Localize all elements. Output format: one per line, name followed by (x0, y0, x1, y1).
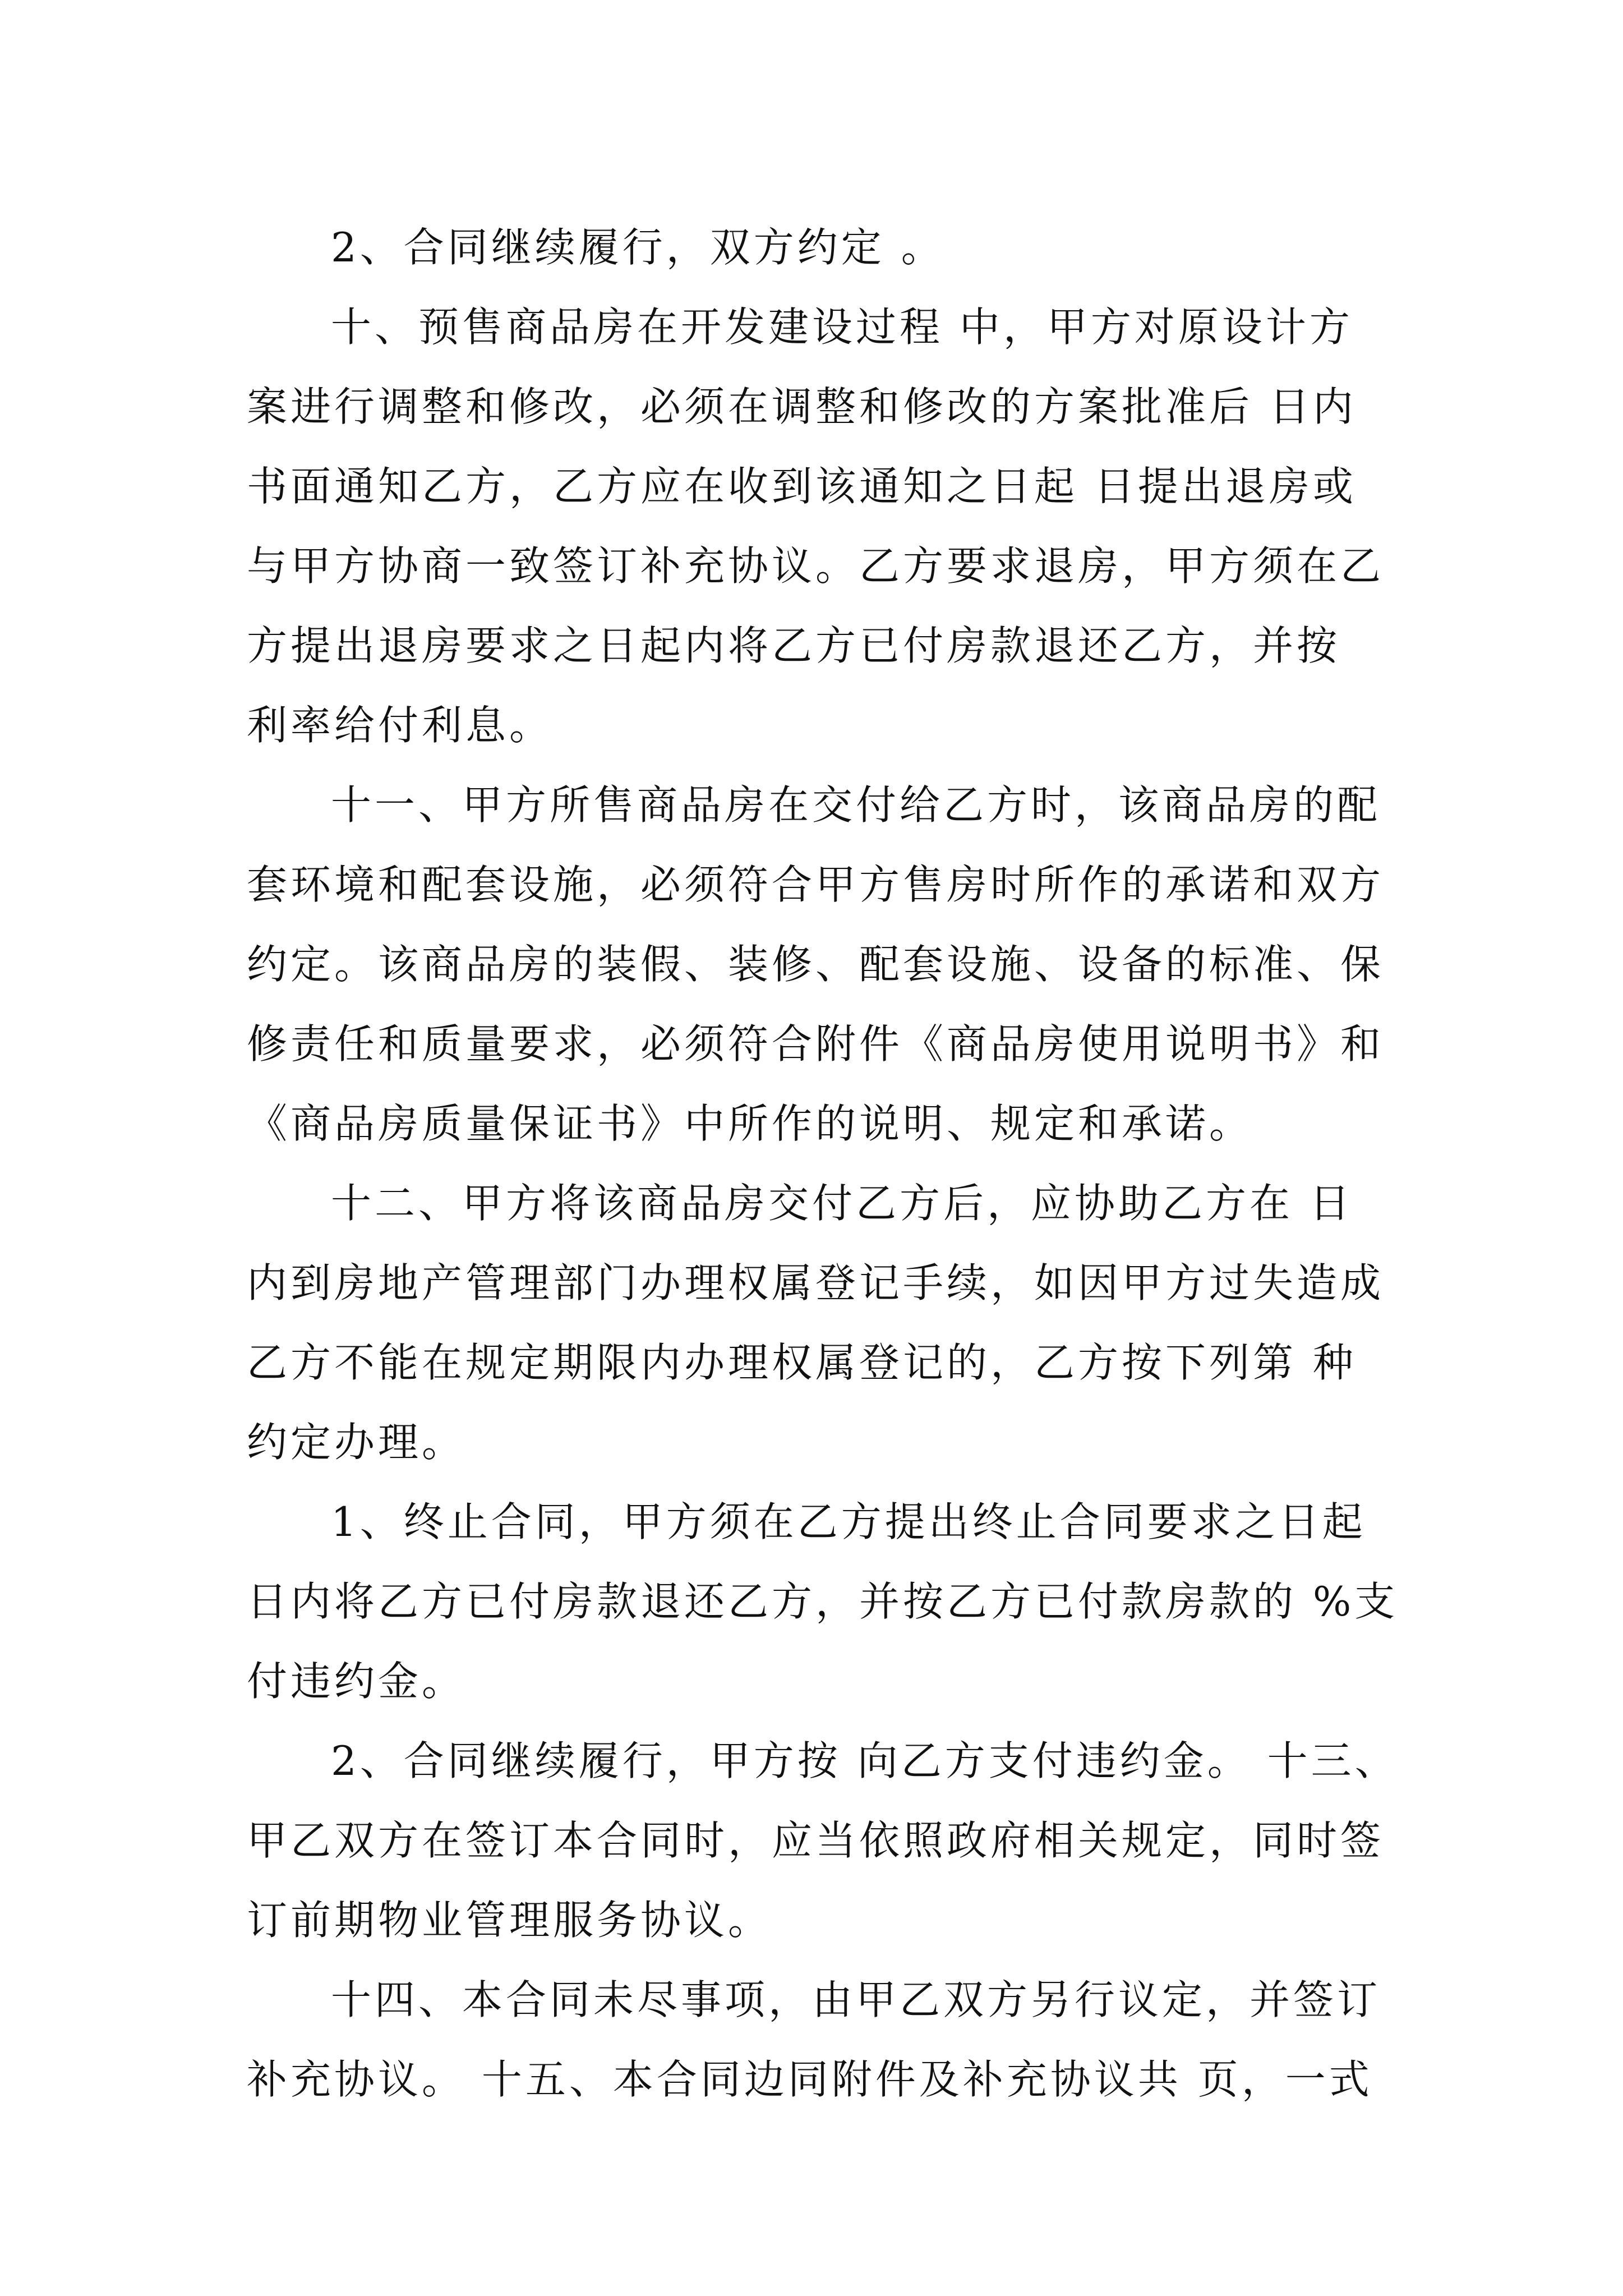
text-line: 约定办理。 (247, 1419, 466, 1466)
text-line: 日内将乙方已付房款退还乙方，并按乙方已付款房款的 %支 (247, 1578, 1399, 1625)
text-line: 十四、本合同未尽事项，由甲乙双方另行议定，并签订 (331, 1976, 1381, 2023)
text-line: 1、终止合同，甲方须在乙方提出终止合同要求之日起 (331, 1498, 1366, 1545)
text-line: 套环境和配套设施，必须符合甲方售房时所作的承诺和双方 (247, 861, 1385, 908)
text-line: 十一、甲方所售商品房在交付给乙方时，该商品房的配 (331, 781, 1381, 829)
contract-text (247, 208, 1399, 2119)
text-line: 2、合同继续履行，双方约定 。 (331, 224, 945, 271)
text-line: 约定。该商品房的装假、装修、配套设施、设备的标准、保 (247, 941, 1385, 988)
text-line: 方提出退房要求之日起内将乙方已付房款退还乙方，并按 (247, 622, 1341, 669)
text-line: 付违约金。 (247, 1658, 466, 1705)
text-line: 内到房地产管理部门办理权属登记手续，如因甲方过失造成 (247, 1259, 1385, 1306)
text-line: 利率给付利息。 (247, 702, 554, 749)
text-line: 《商品房质量保证书》中所作的说明、规定和承诺。 (247, 1100, 1253, 1147)
text-line: 补充协议。 十五、本合同边同附件及补充协议共 页，一式 (247, 2056, 1373, 2103)
text-line: 订前期物业管理服务协议。 (247, 1897, 772, 1944)
text-line: 十、预售商品房在开发建设过程 中，甲方对原设计方 (331, 303, 1353, 351)
text-line: 甲乙双方在签订本合同时，应当依照政府相关规定，同时签 (247, 1817, 1385, 1864)
text-line: 2、合同继续履行，甲方按 向乙方支付违约金。 十三、 (331, 1737, 1399, 1784)
text-line: 案进行调整和修改，必须在调整和修改的方案批准后 日内 (247, 383, 1357, 430)
text-line: 修责任和质量要求，必须符合附件《商品房使用说明书》和 (247, 1020, 1385, 1068)
text-line: 书面通知乙方，乙方应在收到该通知之日起 日提出退房或 (247, 463, 1357, 510)
text-line: 与甲方协商一致签订补充协议。乙方要求退房，甲方须在乙 (247, 542, 1385, 590)
text-line: 十二、甲方将该商品房交付乙方后，应协助乙方在 日 (331, 1180, 1353, 1227)
text-line: 乙方不能在规定期限内办理权属登记的，乙方按下列第 种 (247, 1339, 1357, 1386)
